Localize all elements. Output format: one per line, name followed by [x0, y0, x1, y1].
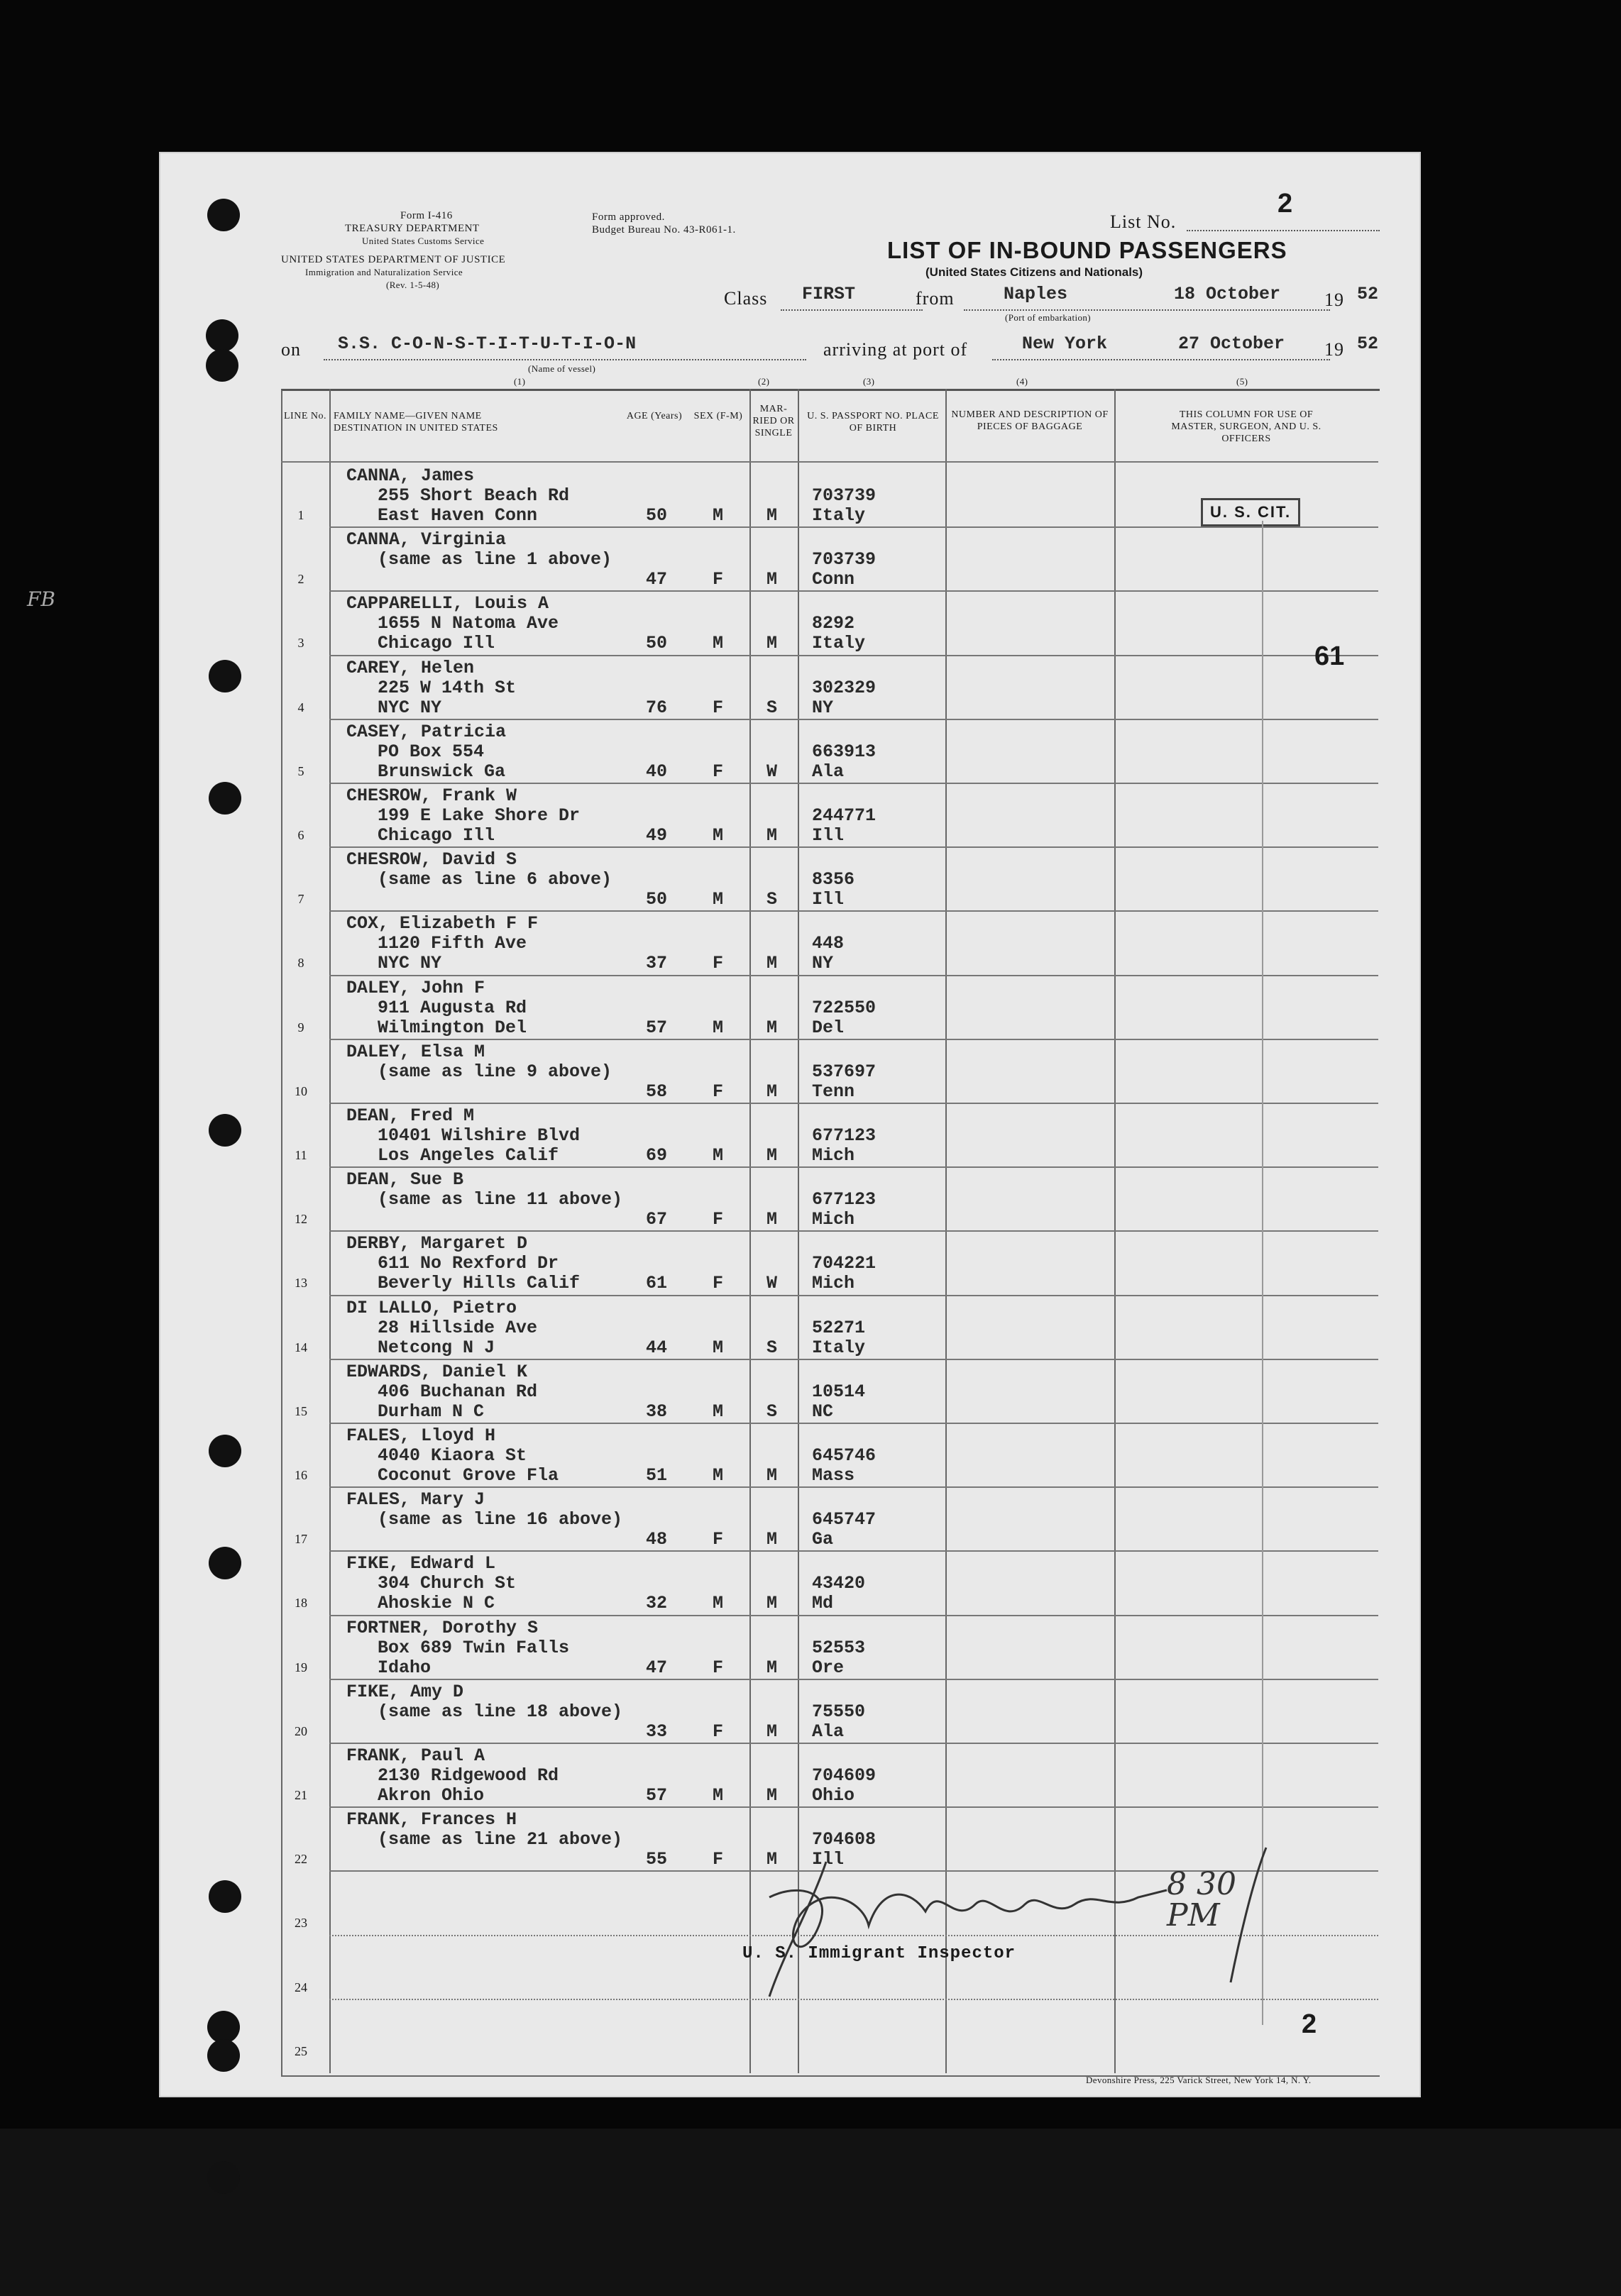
passenger-address-2: Akron Ohio — [378, 1785, 485, 1806]
port-embarkation-caption: (Port of embarkation) — [1005, 312, 1092, 323]
passport-number: 8356 — [812, 869, 855, 890]
passenger-sex: M — [713, 1017, 724, 1038]
row-line-number: 20 — [295, 1723, 307, 1738]
passenger-marital-status: S — [766, 889, 778, 910]
passenger-marital-status: M — [766, 1529, 778, 1550]
header-sex: SEX (F-M) — [693, 411, 743, 421]
vessel-caption: (Name of vessel) — [528, 363, 596, 374]
passenger-sex: F — [713, 1273, 724, 1294]
passenger-address-1: 304 Church St — [378, 1573, 517, 1594]
passenger-marital-status: M — [766, 1465, 778, 1486]
passport-number: 8292 — [812, 613, 855, 634]
header-married: MAR-RIED OR SINGLE — [752, 404, 795, 438]
vessel-name: S.S. C-O-N-S-T-I-T-U-T-I-O-N — [338, 333, 637, 354]
passport-number: 704221 — [812, 1253, 877, 1274]
passenger-address-1: Box 689 Twin Falls — [378, 1637, 570, 1658]
list-number: 2 — [1277, 189, 1293, 219]
passenger-name: DERBY, Margaret D — [346, 1233, 528, 1254]
passenger-age: 57 — [646, 1017, 668, 1038]
place-of-birth: Mich — [812, 1145, 855, 1166]
passenger-address-2: Brunswick Ga — [378, 761, 506, 782]
passenger-sex: M — [713, 889, 724, 910]
column-number-3: (3) — [863, 376, 875, 387]
passenger-address-1: 911 Augusta Rd — [378, 997, 527, 1018]
passenger-marital-status: M — [766, 1145, 778, 1166]
passenger-age: 49 — [646, 825, 668, 846]
passenger-address-1: 10401 Wilshire Blvd — [378, 1125, 581, 1146]
passenger-marital-status: M — [766, 569, 778, 590]
row-rule — [329, 590, 1378, 592]
punch-hole — [209, 1547, 241, 1579]
row-rule — [329, 1423, 1378, 1424]
from-label: from — [916, 288, 955, 309]
place-of-birth: Mich — [812, 1273, 855, 1294]
place-of-birth: NC — [812, 1401, 834, 1422]
place-of-birth: Ala — [812, 1721, 845, 1742]
passenger-name: FRANK, Paul A — [346, 1745, 485, 1766]
column-number-1: (1) — [514, 376, 526, 387]
header-officers: THIS COLUMN FOR USE OF MASTER, SURGEON, AND U. S. OFFICERS — [1171, 409, 1321, 444]
passenger-name: FALES, Mary J — [346, 1489, 485, 1511]
page-number: 2 — [1302, 2009, 1317, 2039]
passenger-sex: F — [713, 569, 724, 590]
passport-number: 75550 — [812, 1701, 866, 1722]
place-of-birth: Mass — [812, 1465, 855, 1486]
row-rule — [329, 1486, 1378, 1488]
passenger-address-1: 28 Hillside Ave — [378, 1317, 538, 1338]
row-rule — [329, 846, 1378, 848]
passenger-address-1: (same as line 16 above) — [378, 1509, 623, 1530]
column-number-5: (5) — [1236, 376, 1248, 387]
passenger-name: CANNA, Virginia — [346, 529, 507, 551]
column-number-2: (2) — [758, 376, 770, 387]
passenger-age: 61 — [646, 1273, 668, 1294]
row-line-number: 7 — [297, 892, 304, 907]
form-title: LIST OF IN-BOUND PASSENGERS — [887, 237, 1287, 263]
row-rule — [329, 783, 1378, 784]
row-line-number: 8 — [297, 956, 304, 971]
passenger-name: DEAN, Sue B — [346, 1169, 464, 1191]
row-line-number: 10 — [295, 1083, 307, 1098]
arrival-date: 27 October — [1178, 333, 1285, 354]
department-of-justice: UNITED STATES DEPARTMENT OF JUSTICE — [281, 254, 506, 265]
passenger-address-1: (same as line 18 above) — [378, 1701, 623, 1722]
passenger-marital-status: M — [766, 633, 778, 654]
list-number-underline — [1187, 230, 1380, 231]
passenger-address-2: East Haven Conn — [378, 505, 538, 526]
passenger-sex: M — [713, 505, 724, 526]
passport-number: 703739 — [812, 549, 877, 570]
arrival-underline — [992, 359, 1330, 360]
row-line-number: 2 — [297, 572, 304, 587]
passenger-marital-status: M — [766, 1209, 778, 1230]
margin-count: 61 — [1314, 641, 1345, 671]
passenger-marital-status: M — [766, 1593, 778, 1614]
place-of-birth: Ohio — [812, 1785, 855, 1806]
passenger-name: FRANK, Frances H — [346, 1809, 517, 1831]
header-baggage: NUMBER AND DESCRIPTION OF PIECES OF BAGGAGE — [951, 409, 1109, 432]
passenger-age: 44 — [646, 1337, 668, 1358]
passenger-name: DI LALLO, Pietro — [346, 1297, 517, 1318]
passenger-sex: F — [713, 697, 724, 718]
form-number: Form I-416 — [400, 210, 453, 221]
passenger-address-1: 225 W 14th St — [378, 677, 517, 698]
passenger-address-1: 406 Buchanan Rd — [378, 1381, 538, 1402]
punch-hole — [206, 319, 238, 352]
row-rule — [329, 1103, 1378, 1104]
passport-number: 663913 — [812, 741, 877, 762]
passenger-name: FALES, Lloyd H — [346, 1425, 496, 1446]
passenger-name: CANNA, James — [346, 465, 475, 486]
passenger-marital-status: M — [766, 1081, 778, 1102]
passenger-marital-status: S — [766, 1401, 778, 1422]
row-line-number: 22 — [295, 1852, 307, 1867]
row-rule — [329, 1806, 1378, 1808]
row-rule — [329, 1039, 1378, 1040]
row-line-number: 1 — [297, 508, 304, 522]
passenger-marital-status: W — [766, 761, 778, 782]
place-of-birth: Italy — [812, 505, 866, 526]
row-rule — [329, 1743, 1378, 1744]
row-rule — [329, 1230, 1378, 1232]
treasury-department: TREASURY DEPARTMENT — [345, 223, 480, 234]
passport-number: 10514 — [812, 1381, 866, 1402]
place-of-birth: Italy — [812, 633, 866, 654]
row-rule — [329, 910, 1378, 912]
passenger-age: 37 — [646, 953, 668, 974]
class-label: Class — [724, 288, 768, 309]
place-of-birth: Ill — [812, 825, 845, 846]
row-rule — [329, 526, 1378, 528]
form-approved: Form approved. — [592, 211, 665, 223]
passenger-sex: M — [713, 1401, 724, 1422]
passenger-age: 51 — [646, 1465, 668, 1486]
departure-year-prefix: 19 — [1324, 289, 1344, 310]
passport-number: 448 — [812, 933, 845, 954]
passenger-age: 47 — [646, 1657, 668, 1678]
row-line-number: 23 — [295, 1916, 307, 1931]
row-rule — [329, 1679, 1378, 1680]
passenger-name: COX, Elizabeth F F — [346, 913, 539, 934]
row-line-number: 4 — [297, 700, 304, 714]
place-of-birth: Ala — [812, 761, 845, 782]
passenger-sex: M — [713, 1465, 724, 1486]
passenger-address-1: 255 Short Beach Rd — [378, 485, 570, 506]
passenger-marital-status: M — [766, 1849, 778, 1870]
passenger-marital-status: M — [766, 505, 778, 526]
passenger-marital-status: M — [766, 1721, 778, 1742]
passenger-address-2: Coconut Grove Fla — [378, 1465, 559, 1486]
arrival-year: 52 — [1357, 333, 1379, 354]
row-line-number: 13 — [295, 1276, 307, 1291]
passenger-name: DALEY, Elsa M — [346, 1041, 485, 1062]
passenger-address-2: Wilmington Del — [378, 1017, 527, 1038]
port-of-embarkation: Naples — [1004, 284, 1068, 304]
class-underline — [781, 309, 923, 311]
column-number-4: (4) — [1016, 376, 1028, 387]
passenger-address-1: 1655 N Natoma Ave — [378, 613, 559, 634]
row-line-number: 18 — [295, 1596, 307, 1611]
passenger-address-2: Beverly Hills Calif — [378, 1273, 581, 1294]
row-rule — [329, 975, 1378, 976]
passenger-name: EDWARDS, Daniel K — [346, 1361, 528, 1382]
passenger-sex: M — [713, 633, 724, 654]
passenger-address-2: Durham N C — [378, 1401, 485, 1422]
passenger-name: CAREY, Helen — [346, 657, 475, 678]
row-line-number: 9 — [297, 1020, 304, 1034]
passport-number: 43420 — [812, 1573, 866, 1594]
punch-hole — [207, 2161, 240, 2194]
departure-year: 52 — [1357, 284, 1379, 304]
passenger-name: CAPPARELLI, Louis A — [346, 593, 549, 614]
passenger-name: FIKE, Edward L — [346, 1553, 496, 1574]
passport-number: 52553 — [812, 1637, 866, 1658]
document-page — [27, 152, 1421, 2097]
passenger-sex: F — [713, 1209, 724, 1230]
row-rule — [329, 1615, 1378, 1616]
passenger-address-1: 4040 Kiaora St — [378, 1445, 527, 1466]
passenger-marital-status: S — [766, 1337, 778, 1358]
passenger-name: DALEY, John F — [346, 977, 485, 998]
header-passport: U. S. PASSPORT NO. PLACE OF BIRTH — [807, 411, 939, 434]
passport-number: 704609 — [812, 1765, 877, 1786]
passenger-age: 48 — [646, 1529, 668, 1550]
vessel-underline — [324, 359, 806, 360]
passenger-address-1: (same as line 21 above) — [378, 1829, 623, 1850]
passenger-address-1: (same as line 11 above) — [378, 1189, 623, 1210]
punch-hole — [209, 660, 241, 692]
punch-hole — [209, 1435, 241, 1467]
passport-number: 645746 — [812, 1445, 877, 1466]
passenger-sex: F — [713, 1721, 724, 1742]
passenger-sex: F — [713, 1849, 724, 1870]
passport-number: 244771 — [812, 805, 877, 826]
passenger-sex: F — [713, 1081, 724, 1102]
passenger-address-1: 199 E Lake Shore Dr — [378, 805, 581, 826]
immigration-service: Immigration and Naturalization Service — [305, 267, 463, 277]
row-line-number: 6 — [297, 828, 304, 842]
place-of-birth: Conn — [812, 569, 855, 590]
passenger-age: 50 — [646, 505, 668, 526]
row-rule — [329, 1550, 1378, 1552]
passenger-name: FORTNER, Dorothy S — [346, 1617, 539, 1638]
passport-number: 645747 — [812, 1509, 877, 1530]
passport-number: 52271 — [812, 1317, 866, 1338]
row-rule — [329, 655, 1378, 656]
passenger-age: 57 — [646, 1785, 668, 1806]
row-line-number: 19 — [295, 1660, 307, 1674]
passenger-address-1: (same as line 6 above) — [378, 869, 612, 890]
passenger-name: CASEY, Patricia — [346, 721, 507, 742]
passenger-age: 40 — [646, 761, 668, 782]
place-of-birth: Italy — [812, 1337, 866, 1358]
header-line-no: LINE No. — [284, 411, 326, 421]
place-of-birth: NY — [812, 697, 834, 718]
row-line-number: 3 — [297, 636, 304, 651]
passenger-sex: M — [713, 1593, 724, 1614]
passenger-address-1: 2130 Ridgewood Rd — [378, 1765, 559, 1786]
passenger-address-2: NYC NY — [378, 697, 442, 718]
passenger-address-1: (same as line 9 above) — [378, 1061, 612, 1082]
passenger-sex: M — [713, 1145, 724, 1166]
passenger-age: 50 — [646, 889, 668, 910]
place-of-birth: Ga — [812, 1529, 834, 1550]
passenger-sex: F — [713, 761, 724, 782]
passenger-address-1: (same as line 1 above) — [378, 549, 612, 570]
passenger-address-2: Idaho — [378, 1657, 432, 1678]
place-of-birth: Ore — [812, 1657, 845, 1678]
row-line-number: 12 — [295, 1212, 307, 1227]
passenger-address-2: Ahoskie N C — [378, 1593, 495, 1614]
passenger-age: 47 — [646, 569, 668, 590]
passport-number: 537697 — [812, 1061, 877, 1082]
passport-number: 677123 — [812, 1189, 877, 1210]
passenger-age: 58 — [646, 1081, 668, 1102]
passenger-marital-status: W — [766, 1273, 778, 1294]
inspector-label: U. S. Immigrant Inspector — [742, 1944, 1016, 1963]
punch-hole — [209, 1114, 241, 1147]
passenger-name: CHESROW, Frank W — [346, 785, 517, 806]
passenger-marital-status: M — [766, 1785, 778, 1806]
form-subtitle: (United States Citizens and Nationals) — [925, 265, 1143, 279]
passenger-address-1: 1120 Fifth Ave — [378, 933, 527, 954]
from-underline — [964, 309, 1330, 311]
list-number-label: List No. — [1110, 211, 1177, 232]
departure-date: 18 October — [1174, 284, 1281, 304]
row-line-number: 11 — [295, 1148, 307, 1162]
us-citizen-stamp: U. S. CIT. — [1201, 498, 1300, 526]
time-note: 8 30 PM — [1167, 1866, 1236, 1933]
budget-bureau: Budget Bureau No. 43-R061-1. — [592, 224, 736, 236]
passenger-sex: F — [713, 1529, 724, 1550]
passenger-name: FIKE, Amy D — [346, 1681, 464, 1702]
row-line-number: 21 — [295, 1788, 307, 1802]
passenger-address-2: Chicago Ill — [378, 825, 495, 846]
customs-service: United States Customs Service — [362, 236, 485, 246]
passenger-sex: M — [713, 1337, 724, 1358]
passenger-age: 33 — [646, 1721, 668, 1742]
passenger-marital-status: S — [766, 697, 778, 718]
header-age: AGE (Years) — [626, 411, 683, 421]
place-of-birth: Ill — [812, 889, 845, 910]
printer-credit: Devonshire Press, 225 Varick Street, New York 14, N. Y. — [1086, 2075, 1312, 2085]
passenger-name: DEAN, Fred M — [346, 1105, 475, 1126]
passenger-age: 50 — [646, 633, 668, 654]
passenger-sex: F — [713, 1657, 724, 1678]
place-of-birth: Tenn — [812, 1081, 855, 1102]
passport-number: 677123 — [812, 1125, 877, 1146]
passenger-sex: M — [713, 1785, 724, 1806]
place-of-birth: Ill — [812, 1849, 845, 1870]
row-line-number: 16 — [295, 1468, 307, 1482]
passenger-marital-status: M — [766, 1657, 778, 1678]
passenger-age: 55 — [646, 1849, 668, 1870]
arrival-port: New York — [1022, 333, 1108, 354]
passenger-address-2: Los Angeles Calif — [378, 1145, 559, 1166]
row-line-number: 17 — [295, 1532, 307, 1547]
punch-hole — [209, 1880, 241, 1913]
row-rule — [329, 1166, 1378, 1168]
margin-note: FB — [27, 587, 56, 611]
row-line-number: 15 — [295, 1403, 307, 1418]
passenger-age: 32 — [646, 1593, 668, 1614]
passenger-address-1: 611 No Rexford Dr — [378, 1253, 559, 1274]
passenger-marital-status: M — [766, 825, 778, 846]
passport-number: 704608 — [812, 1829, 877, 1850]
place-of-birth: NY — [812, 953, 834, 974]
place-of-birth: Mich — [812, 1209, 855, 1230]
row-rule — [329, 1359, 1378, 1360]
row-rule — [329, 1295, 1378, 1296]
passenger-marital-status: M — [766, 953, 778, 974]
place-of-birth: Del — [812, 1017, 845, 1038]
header-bottom-rule — [281, 461, 1378, 463]
place-of-birth: Md — [812, 1593, 834, 1614]
passenger-name: CHESROW, David S — [346, 849, 517, 871]
passenger-sex: F — [713, 953, 724, 974]
passenger-address-2: Netcong N J — [378, 1337, 495, 1358]
passport-number: 722550 — [812, 997, 877, 1018]
row-line-number: 24 — [295, 1980, 307, 1994]
passenger-age: 69 — [646, 1145, 668, 1166]
row-line-number: 5 — [297, 763, 304, 778]
passenger-address-1: PO Box 554 — [378, 741, 485, 762]
punch-hole — [209, 782, 241, 815]
revision-date: (Rev. 1-5-48) — [386, 280, 440, 290]
row-line-number: 14 — [295, 1340, 307, 1354]
row-rule — [329, 719, 1378, 720]
passenger-age: 67 — [646, 1209, 668, 1230]
header-name: FAMILY NAME—GIVEN NAME DESTINATION IN UNITED STATES — [334, 411, 498, 434]
passenger-marital-status: M — [766, 1017, 778, 1038]
punch-hole — [207, 2039, 240, 2072]
passenger-address-2: Chicago Ill — [378, 633, 495, 654]
passenger-age: 38 — [646, 1401, 668, 1422]
passenger-address-2: NYC NY — [378, 953, 442, 974]
row-line-number: 25 — [295, 2043, 307, 2058]
on-label: on — [281, 339, 301, 360]
passenger-sex: M — [713, 825, 724, 846]
class-value: FIRST — [802, 284, 856, 304]
arriving-label: arriving at port of — [823, 339, 968, 360]
officer-check-line — [1262, 521, 1263, 2025]
arrival-year-prefix: 19 — [1324, 339, 1344, 360]
punch-hole — [207, 199, 240, 231]
passport-number: 302329 — [812, 677, 877, 698]
punch-hole — [206, 349, 238, 382]
passport-number: 703739 — [812, 485, 877, 506]
passenger-age: 76 — [646, 697, 668, 718]
